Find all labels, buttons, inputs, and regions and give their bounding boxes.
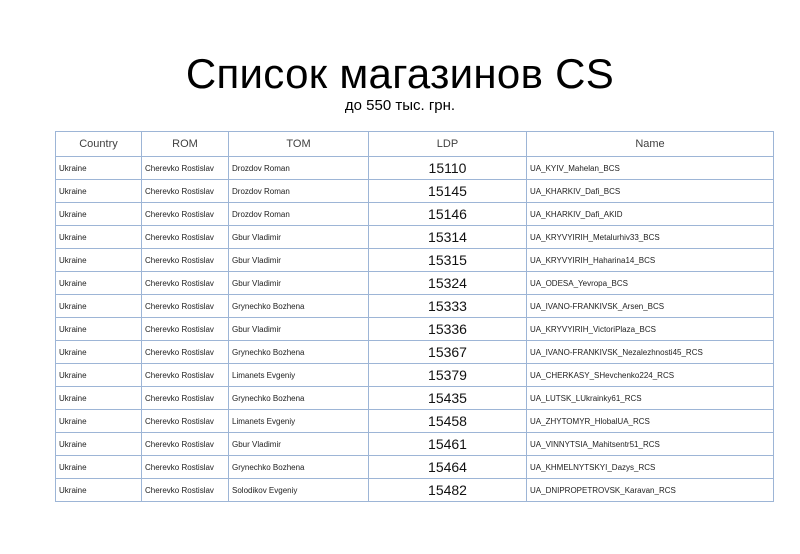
cell-country: Ukraine [56,364,142,387]
cell-name: UA_KYIV_Mahelan_BCS [527,157,774,180]
cell-rom: Cherevko Rostislav [142,479,229,502]
cell-ldp: 15461 [369,433,527,456]
table-header [56,132,774,157]
cell-ldp: 15367 [369,341,527,364]
cell-tom: Grynechko Bozhena [229,341,369,364]
cell-name: UA_ODESA_Yevropa_BCS [527,272,774,295]
cell-country: Ukraine [56,180,142,203]
cell-name: UA_CHERKASY_SHevchenko224_RCS [527,364,774,387]
cell-name: UA_KHARKIV_Dafi_BCS [527,180,774,203]
cell-tom: Gbur Vladimir [229,433,369,456]
cell-name: UA_LUTSK_LUkrainky61_RCS [527,387,774,410]
cell-rom: Cherevko Rostislav [142,157,229,180]
header-rom: ROM [142,132,229,157]
cell-rom: Cherevko Rostislav [142,226,229,249]
cell-ldp: 15146 [369,203,527,226]
cell-country: Ukraine [56,157,142,180]
cell-ldp: 15458 [369,410,527,433]
cell-ldp: 15314 [369,226,527,249]
cell-country: Ukraine [56,226,142,249]
table-row [56,318,774,341]
table-row [56,387,774,410]
cell-ldp: 15464 [369,456,527,479]
header-row [56,132,774,157]
cell-country: Ukraine [56,295,142,318]
cell-rom: Cherevko Rostislav [142,433,229,456]
table-row [56,203,774,226]
cell-ldp: 15482 [369,479,527,502]
header-ldp: LDP [369,132,527,157]
cell-tom: Gbur Vladimir [229,249,369,272]
cell-country: Ukraine [56,410,142,433]
header-name: Name [527,132,774,157]
cell-tom: Grynechko Bozhena [229,295,369,318]
cell-tom: Drozdov Roman [229,157,369,180]
table-row [56,410,774,433]
cell-country: Ukraine [56,387,142,410]
table-row [56,180,774,203]
cell-rom: Cherevko Rostislav [142,341,229,364]
cell-ldp: 15379 [369,364,527,387]
cell-country: Ukraine [56,456,142,479]
cell-name: UA_DNIPROPETROVSK_Karavan_RCS [527,479,774,502]
table-row [56,295,774,318]
cell-country: Ukraine [56,249,142,272]
cell-tom: Solodikov Evgeniy [229,479,369,502]
page-title: Список магазинов CS [185,50,615,98]
cell-tom: Gbur Vladimir [229,318,369,341]
cell-ldp: 15110 [369,157,527,180]
cell-ldp: 15435 [369,387,527,410]
cell-tom: Limanets Evgeniy [229,364,369,387]
cell-tom: Grynechko Bozhena [229,387,369,410]
cell-ldp: 15324 [369,272,527,295]
cell-name: UA_KHMELNYTSKYI_Dazys_RCS [527,456,774,479]
cell-name: UA_KRYVYIRIH_Haharina14_BCS [527,249,774,272]
cell-rom: Cherevko Rostislav [142,318,229,341]
table-row [56,272,774,295]
stores-table [55,131,774,502]
cell-rom: Cherevko Rostislav [142,203,229,226]
cell-rom: Cherevko Rostislav [142,364,229,387]
cell-name: UA_KRYVYIRIH_VictoriPlaza_BCS [527,318,774,341]
cell-ldp: 15315 [369,249,527,272]
cell-name: UA_IVANO-FRANKIVSK_Arsen_BCS [527,295,774,318]
table-row [56,157,774,180]
header-country: Country [56,132,142,157]
cell-country: Ukraine [56,203,142,226]
table-row [56,479,774,502]
cell-name: UA_KHARKIV_Dafi_AKID [527,203,774,226]
table-row [56,226,774,249]
cell-country: Ukraine [56,272,142,295]
header-tom: TOM [229,132,369,157]
cell-name: UA_KRYVYIRIH_Metalurhiv33_BCS [527,226,774,249]
table-row [56,433,774,456]
cell-tom: Drozdov Roman [229,203,369,226]
table-row [56,249,774,272]
cell-ldp: 15145 [369,180,527,203]
table-row [56,341,774,364]
table-row [56,364,774,387]
table-body [56,157,774,502]
cell-name: UA_ZHYTOMYR_HlobalUA_RCS [527,410,774,433]
cell-name: UA_VINNYTSIA_Mahitsentr51_RCS [527,433,774,456]
cell-country: Ukraine [56,318,142,341]
cell-rom: Cherevko Rostislav [142,410,229,433]
cell-tom: Gbur Vladimir [229,272,369,295]
cell-rom: Cherevko Rostislav [142,456,229,479]
cell-ldp: 15333 [369,295,527,318]
cell-rom: Cherevko Rostislav [142,249,229,272]
cell-country: Ukraine [56,433,142,456]
cell-tom: Limanets Evgeniy [229,410,369,433]
cell-tom: Grynechko Bozhena [229,456,369,479]
cell-country: Ukraine [56,479,142,502]
cell-ldp: 15336 [369,318,527,341]
cell-tom: Gbur Vladimir [229,226,369,249]
cell-rom: Cherevko Rostislav [142,272,229,295]
cell-rom: Cherevko Rostislav [142,387,229,410]
table-row [56,456,774,479]
cell-name: UA_IVANO-FRANKIVSK_Nezalezhnosti45_RCS [527,341,774,364]
cell-rom: Cherevko Rostislav [142,180,229,203]
cell-country: Ukraine [56,341,142,364]
cell-rom: Cherevko Rostislav [142,295,229,318]
cell-tom: Drozdov Roman [229,180,369,203]
page-subtitle: до 550 тыс. грн. [344,97,456,114]
